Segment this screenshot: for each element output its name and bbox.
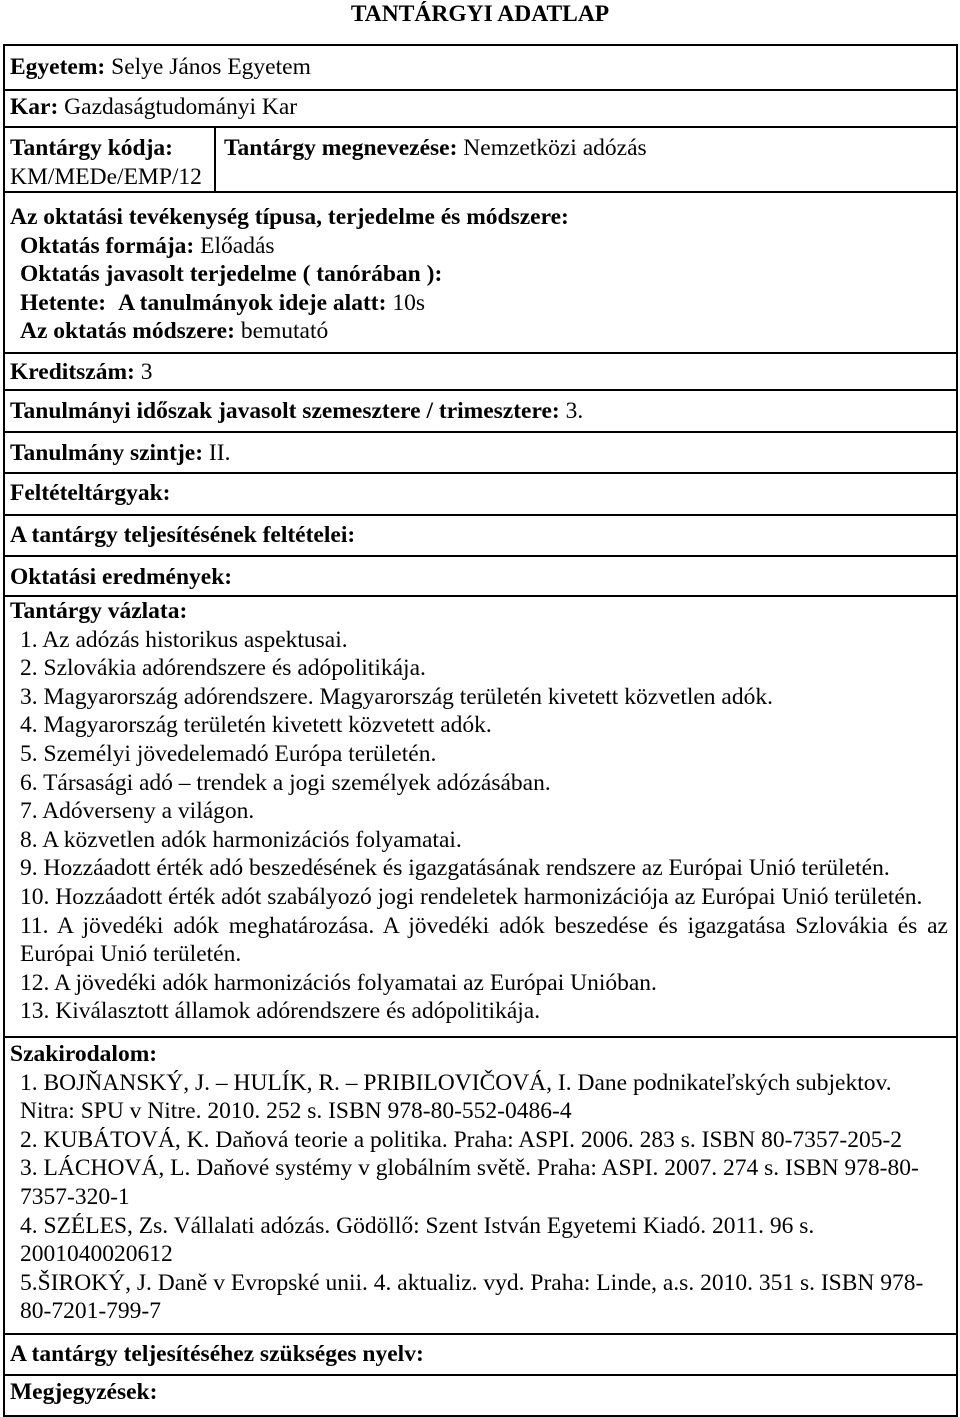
outline-label: Tantárgy vázlata: <box>10 598 188 624</box>
outline-item: 13. Kiválasztott államok adórendszere és adópolitikája. <box>20 998 541 1025</box>
course-code-label: Tantárgy kódja: <box>10 135 174 161</box>
level-label: Tanulmány szintje: <box>10 440 204 466</box>
teaching-total-value: 10s <box>392 289 425 316</box>
outline-item: 8. A közvetlen adók harmonizációs folyamatai. <box>20 826 462 853</box>
course-name-label: Tantárgy megnevezése: <box>224 135 458 161</box>
completion-conditions-label: A tantárgy teljesítésének feltételei: <box>10 522 356 548</box>
semester-label: Tanulmányi időszak javasolt szemesztere / trimesztere: <box>10 398 560 424</box>
row-course-identity <box>5 128 956 193</box>
literature-item: 1. BOJŇANSKÝ, J. – HULÍK, R. – PRIBILOVIČOVÁ, I. Dane podnikateľských subjektov. Nitra: SPU v Nitre. 2010. 252 s. ISBN 978-80-552-0486-4 <box>20 1069 892 1125</box>
row-language <box>5 1335 956 1376</box>
teaching-form-label: Oktatás formája: <box>20 232 195 259</box>
course-name-value: Nemzetközi adózás <box>463 135 647 161</box>
sheet-title: TANTÁRGYI ADATLAP <box>350 1 610 27</box>
course-data-table <box>3 44 958 1417</box>
credits-value: 3 <box>140 359 153 385</box>
literature-list <box>10 1069 948 1326</box>
teaching-form-value: Előadás <box>200 232 275 259</box>
row-prerequisites <box>5 474 956 516</box>
row-completion-conditions <box>5 516 956 557</box>
outline-item: 3. Magyarország adórendszere. Magyarország területén kivetett közvetlen adók. <box>20 683 773 710</box>
teaching-total-label: A tanulmányok ideje alatt: <box>118 289 387 316</box>
row-semester <box>5 391 956 433</box>
outline-list <box>10 626 948 1026</box>
course-code-value: KM/MEDe/EMP/12 <box>10 163 202 190</box>
faculty-label: Kar: <box>10 94 59 120</box>
outline-item: 5. Személyi jövedelemadó Európa területén. <box>20 740 437 767</box>
row-university <box>5 46 956 91</box>
prerequisites-label: Feltételtárgyak: <box>10 480 171 506</box>
outline-item: 4. Magyarország területén kivetett közvetett adók. <box>20 712 492 739</box>
university-label: Egyetem: <box>10 54 106 80</box>
outline-item: 6. Társasági adó – trendek a jogi személyek adózásában. <box>20 769 551 796</box>
literature-item: 3. LÁCHOVÁ, L. Daňové systémy v globálním světě. Praha: ASPI. 2007. 274 s. ISBN 978-80-7357-320-1 <box>20 1155 919 1210</box>
learning-outcomes-label: Oktatási eredmények: <box>10 564 233 590</box>
teaching-weekly-label: Hetente: <box>20 289 107 316</box>
literature-item: 5.ŠIROKÝ, J. Daně v Evropské unii. 4. aktualiz. vyd. Praha: Linde, a.s. 2010. 351 s. ISBN 978-80-7201-799-7 <box>20 1269 924 1325</box>
teaching-method-value: bemutató <box>240 318 329 345</box>
outline-item: 10. Hozzáadott érték adót szabályozó jogi rendeletek harmonizációja az Európai Unió területén. <box>20 883 923 910</box>
semester-value: 3. <box>565 398 584 424</box>
row-faculty <box>5 91 956 128</box>
notes-label: Megjegyzések: <box>10 1379 158 1405</box>
course-code-cell <box>5 128 216 191</box>
university-value: Selye János Egyetem <box>111 54 311 80</box>
row-credits <box>5 354 956 391</box>
teaching-method-label: Az oktatás módszere: <box>20 318 235 345</box>
literature-item: 4. SZÉLES, Zs. Vállalati adózás. Gödöllő: Szent István Egyetemi Kiadó. 2011. 96 s. 2001040020612 <box>20 1212 815 1268</box>
row-notes <box>5 1376 956 1417</box>
outline-item: 1. Az adózás historikus aspektusai. <box>20 626 348 653</box>
faculty-value: Gazdaságtudományi Kar <box>64 94 298 120</box>
outline-item: 11. A jövedéki adók meghatározása. A jövedéki adók beszedése és igazgatása Szlovákia és az Európai Unió területén. <box>20 912 948 968</box>
outline-item: 12. A jövedéki adók harmonizációs folyamatai az Európai Unióban. <box>20 969 657 996</box>
row-level <box>5 433 956 474</box>
teaching-heading: Az oktatási tevékenység típusa, terjedelme és módszere: <box>10 204 569 230</box>
language-label: A tantárgy teljesítéséhez szükséges nyelv: <box>10 1341 424 1367</box>
literature-item: 2. KUBÁTOVÁ, K. Daňová teorie a politika. Praha: ASPI. 2006. 283 s. ISBN 80-7357-205-2 <box>20 1126 903 1153</box>
row-teaching <box>5 193 956 354</box>
row-literature <box>5 1038 956 1335</box>
course-name-cell <box>216 128 956 191</box>
outline-item: 7. Adóverseny a világon. <box>20 798 255 825</box>
teaching-scope-heading: Oktatás javasolt terjedelme ( tanórában ): <box>20 261 443 288</box>
credits-label: Kreditszám: <box>10 359 135 385</box>
row-outline <box>5 597 956 1038</box>
literature-label: Szakirodalom: <box>10 1041 158 1067</box>
row-learning-outcomes <box>5 557 956 597</box>
outline-item: 9. Hozzáadott érték adó beszedésének és igazgatásának rendszere az Európai Unió területén. <box>20 855 890 882</box>
outline-item: 2. Szlovákia adórendszere és adópolitikája. <box>20 655 426 682</box>
level-value: II. <box>208 440 231 466</box>
